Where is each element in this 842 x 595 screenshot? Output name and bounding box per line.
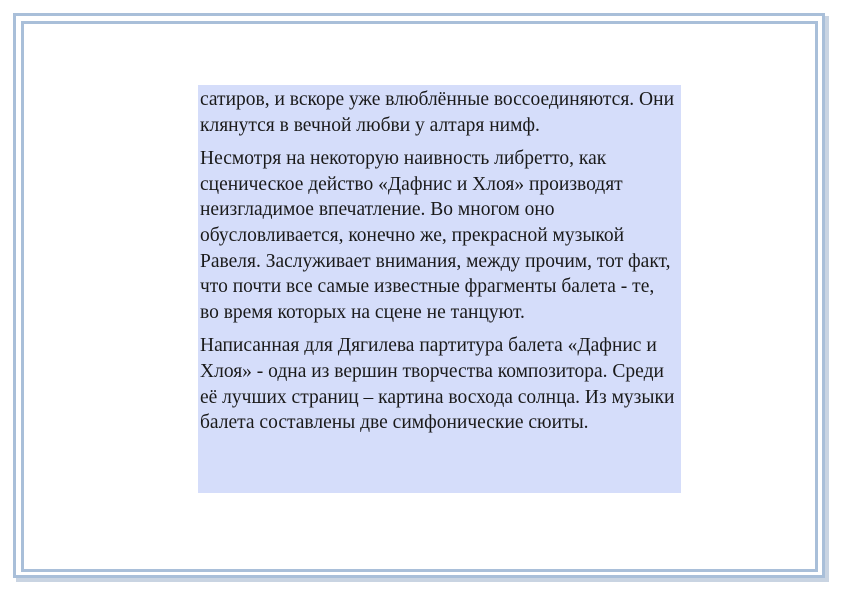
text-block — [198, 85, 681, 493]
paragraph-2: Несмотря на некоторую наивность либретто, как сценическое действо «Дафнис и Хлоя» производят неизгладимое впечатление. Во многом оно обусловливается, конечно же, прекрасной музыкой Равеля. Заслуживает внимания, между прочим, тот факт, что почти все самые известные фрагменты балета - те, во время которых на сцене не танцуют. — [200, 148, 671, 323]
paragraph-1: сатиров, и вскоре уже влюблённые воссоединяются. Они клянутся в вечной любви у алтаря нимф. — [200, 89, 675, 136]
frame-shadow-right — [825, 16, 829, 581]
frame-shadow-bottom — [16, 578, 829, 582]
paragraph-3: Написанная для Дягилева партитура балета «Дафнис и Хлоя» - одна из вершин творчества композитора. Среди её лучших страниц – картина восхода солнца. Из музыки балета составлены две симфонические сюиты. — [200, 335, 675, 434]
